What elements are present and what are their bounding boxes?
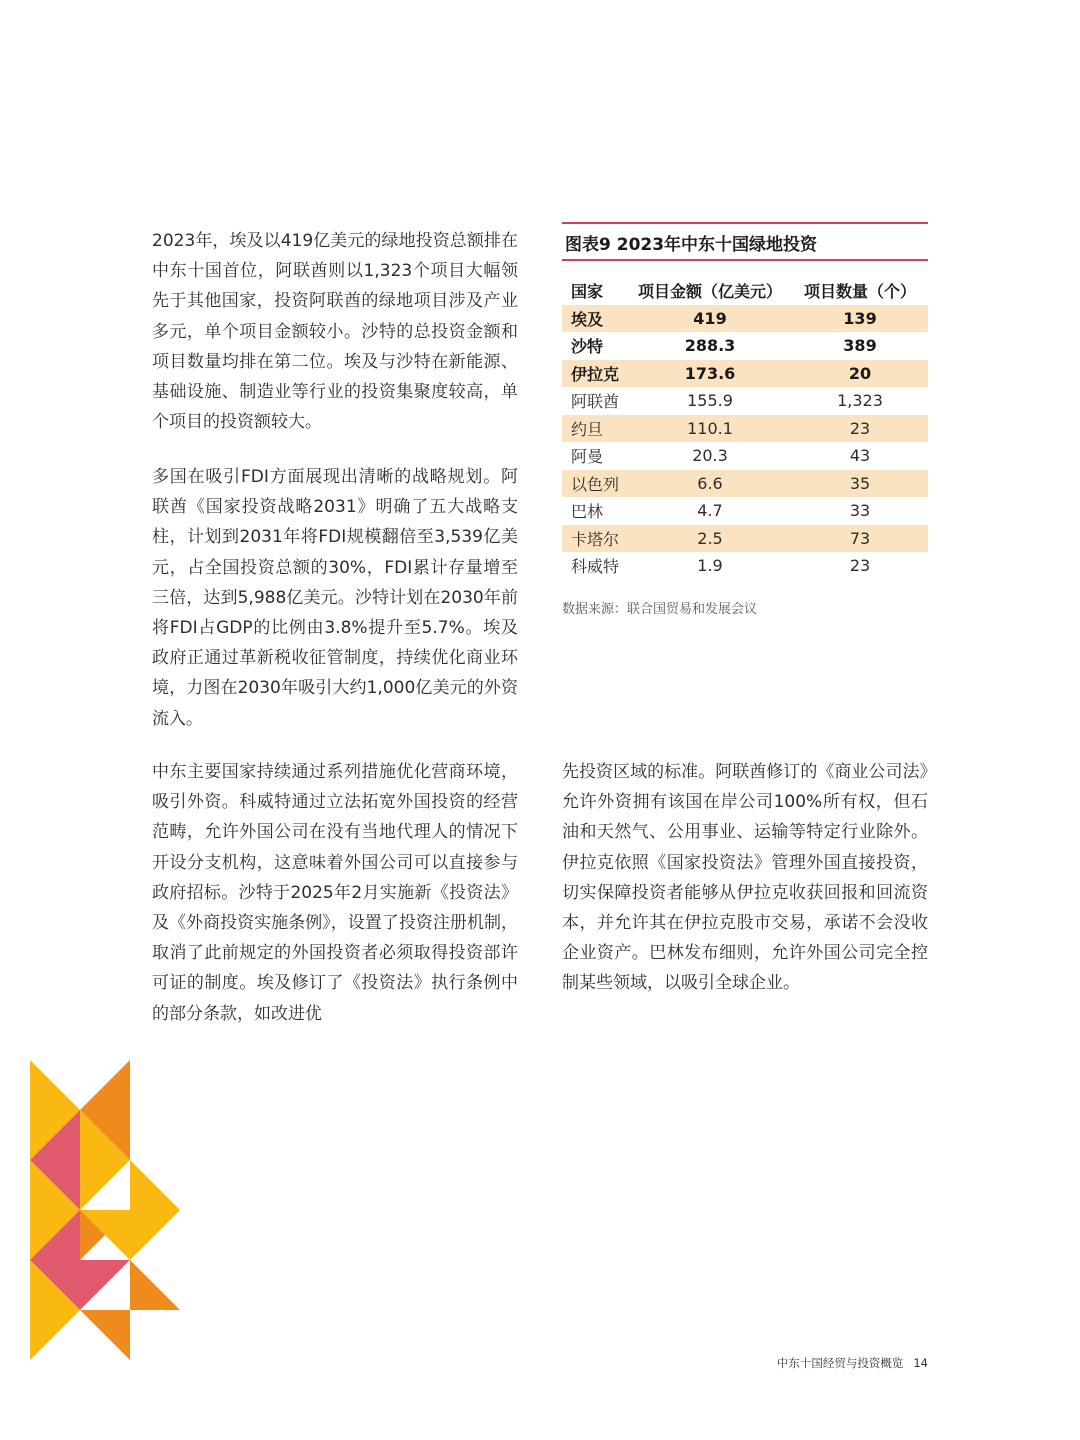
deco-triangle bbox=[80, 1310, 130, 1360]
footer-title: 中东十国经贸与投资概览 bbox=[776, 1356, 904, 1370]
cell-count: 23 bbox=[849, 556, 871, 576]
cell-count: 35 bbox=[792, 470, 928, 498]
cell-amount: 288.3 bbox=[684, 336, 736, 356]
figure-bottom-rule bbox=[562, 259, 928, 261]
cell-count: 33 bbox=[849, 501, 871, 521]
cell-amount: 1.9 bbox=[697, 556, 723, 576]
deco-triangle bbox=[80, 1060, 130, 1110]
cell-country: 阿联酋 bbox=[571, 392, 620, 412]
cell-count: 389 bbox=[843, 336, 877, 356]
column-header-count: 项目数量（个） bbox=[803, 282, 916, 302]
table-row bbox=[562, 387, 928, 415]
table-row bbox=[562, 525, 928, 553]
cell-country: 沙特 bbox=[571, 337, 604, 357]
cell-count: 20 bbox=[792, 360, 928, 388]
table-row bbox=[562, 415, 928, 443]
cell-count: 23 bbox=[792, 415, 928, 443]
deco-triangle bbox=[130, 1160, 180, 1210]
page-footer bbox=[777, 1355, 928, 1371]
cell-amount: 4.7 bbox=[697, 501, 723, 521]
figure-title: 图表9 2023年中东十国绿地投资 bbox=[565, 235, 818, 255]
table-row bbox=[562, 552, 928, 580]
table-header-row bbox=[562, 277, 928, 305]
deco-triangle bbox=[130, 1260, 180, 1310]
column-header-country: 国家 bbox=[571, 282, 604, 302]
strategy-paragraph: 多国在吸引FDI方面展现出清晰的战略规划。阿联酋《国家投资战略2031》明确了五大战略支柱，计划到2031年将FDI规模翻倍至3,539亿美元，占全国投资总额的30%，FDI累计存量增至三倍，达到5,988亿美元。沙特计划在2030年前将FDI占GDP的比例由3.8%提升至5.7%。埃及政府正通过革新税收征管制度，持续优化商业环境，力图在2030年吸引大约1,000亿美元的外资流入。 bbox=[152, 467, 518, 729]
decorative-triangle-pattern bbox=[0, 1040, 190, 1370]
cell-count: 43 bbox=[849, 446, 871, 466]
cell-amount: 6.6 bbox=[628, 470, 792, 498]
measures-paragraph-right: 先投资区域的标准。阿联酋修订的《商业公司法》允许外资拥有该国在岸公司100%所有权，但石油和天然气、公用事业、运输等特定行业除外。伊拉克依照《国家投资法》管理外国直接投资，切实保障投资者能够从伊拉克收获回报和回流资本，并允许其在伊拉克股市交易，承诺不会没收企业资产。巴林发布细则，允许外国公司完全控制某些领域，以吸引全球企业。 bbox=[562, 762, 928, 994]
table-row bbox=[562, 305, 928, 333]
cell-count: 73 bbox=[792, 525, 928, 553]
cell-country: 伊拉克 bbox=[562, 360, 628, 388]
table-row bbox=[562, 360, 928, 388]
cell-country: 以色列 bbox=[562, 470, 628, 498]
table-row bbox=[562, 442, 928, 470]
cell-amount: 110.1 bbox=[628, 415, 792, 443]
table-row bbox=[562, 497, 928, 525]
cell-country: 科威特 bbox=[571, 557, 620, 577]
greenfield-investment-table bbox=[562, 277, 928, 580]
figure-top-rule bbox=[562, 222, 928, 224]
cell-country: 巴林 bbox=[571, 502, 604, 522]
table-row bbox=[562, 332, 928, 360]
cell-amount: 20.3 bbox=[692, 446, 728, 466]
cell-country: 阿曼 bbox=[571, 447, 604, 467]
measures-paragraph-left: 中东主要国家持续通过系列措施优化营商环境，吸引外资。科威特通过立法拓宽外国投资的经营范畴，允许外国公司在没有当地代理人的情况下开设分支机构，这意味着外国公司可以直接参与政府招标。沙特于2025年2月实施新《投资法》及《外商投资实施条例》，设置了投资注册机制，取消了此前规定的外国投资者必须取得投资部许可证的制度。埃及修订了《投资法》执行条例中的部分条款，如改进优 bbox=[152, 762, 518, 1024]
cell-amount: 419 bbox=[628, 305, 792, 333]
cell-country: 埃及 bbox=[562, 305, 628, 333]
cell-count: 139 bbox=[792, 305, 928, 333]
cell-amount: 2.5 bbox=[628, 525, 792, 553]
column-header-amount: 项目金额（亿美元） bbox=[637, 282, 782, 302]
deco-triangle bbox=[80, 1260, 130, 1310]
cell-amount: 173.6 bbox=[628, 360, 792, 388]
figure-source-note: 数据来源：联合国贸易和发展会议 bbox=[562, 602, 758, 617]
cell-country: 约旦 bbox=[562, 415, 628, 443]
cell-count: 1,323 bbox=[837, 391, 883, 411]
cell-amount: 155.9 bbox=[687, 391, 733, 411]
table-row bbox=[562, 470, 928, 498]
intro-paragraph: 2023年，埃及以419亿美元的绿地投资总额排在中东十国首位，阿联酋则以1,323个项目大幅领先于其他国家，投资阿联酋的绿地项目涉及产业多元，单个项目金额较小。沙特的总投资金额和项目数量均排在第二位。埃及与沙特在新能源、基础设施、制造业等行业的投资集聚度较高，单个项目的投资额较大。 bbox=[152, 231, 518, 433]
page-number: 14 bbox=[913, 1356, 928, 1370]
cell-country: 卡塔尔 bbox=[562, 525, 628, 553]
